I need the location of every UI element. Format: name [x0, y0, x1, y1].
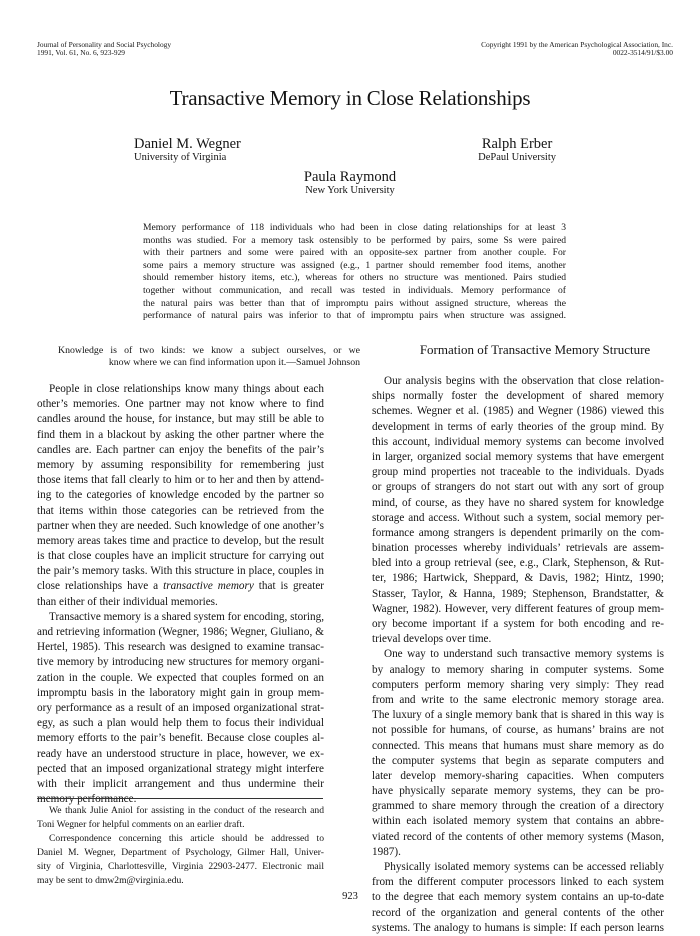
- body-line: computers perform memory sharing very simply: They read: [372, 678, 664, 691]
- body-line: zation in the couple. We expected that couples formed on an: [37, 671, 324, 684]
- body-text: close relationships have a: [37, 580, 164, 593]
- journal-citation: [37, 41, 171, 57]
- body-line: systems. The analogy to humans is simple: If each person learns: [372, 921, 664, 934]
- body-line: ory performance as a result of an imposed organizational strat-: [37, 701, 324, 714]
- body-line: bled into a group retrieval (see, e.g., Clark, Stephenson, & Rut-: [372, 557, 664, 570]
- body-line: formance among strangers is dependent primarily on the com-: [372, 526, 664, 539]
- body-line: the computer systems that begin as separate computers and: [372, 754, 664, 767]
- body-line: not possible for humans, of course, as humans’ brains are not: [372, 724, 664, 737]
- body-line: bination processes whereby individuals’ retrievals are assem-: [372, 542, 664, 555]
- right-column: [372, 374, 664, 936]
- abstract-line: the natural pairs was better than that of impromptu pairs without assigned structure, whereas the: [143, 297, 566, 309]
- left-column: [37, 382, 324, 807]
- body-line: by analogy to memory sharing in computer systems. Some: [372, 663, 664, 676]
- body-line: grammed to share memory through the creation of a directory: [372, 800, 664, 813]
- footnote-line: Daniel M. Wegner, Department of Psychology, Gilmer Hall, Univer-: [37, 847, 324, 858]
- body-line: trieval develops over time.: [372, 633, 492, 646]
- body-line: Our analysis begins with the observation that close relation-: [384, 375, 664, 387]
- body-line: record of the organization and general contents of the other: [372, 906, 664, 919]
- body-line: impromptu basis in the laboratory might gain in group mem-: [37, 686, 324, 699]
- abstract: [143, 222, 566, 323]
- body-line: Transactive memory is a shared system for encoding, storing,: [49, 610, 324, 623]
- body-line: mind, of course, as they have no shared system for knowledge: [372, 496, 664, 509]
- body-line: pected that an imposed organizational strategy might interfere: [37, 762, 324, 775]
- journal-volume: 1991, Vol. 61, No. 6, 923-929: [37, 48, 126, 58]
- body-line: have physically separate memory systems, they can be pro-: [372, 785, 664, 798]
- body-line: viated record of the contents of other memory systems (Mason,: [372, 830, 664, 843]
- body-line: other’s memories. One partner may not know where to find: [37, 398, 324, 411]
- abstract-line: with their partners and some were paired with an opposite-sex partner from another couple. For: [143, 247, 566, 259]
- author-block: [134, 137, 241, 163]
- epigraph-line: know where we can find information upon it.—Samuel Johnson: [108, 357, 360, 369]
- footnotes: [37, 804, 324, 888]
- body-line: People in close relationships know many things about each: [49, 383, 324, 395]
- issn-price: 0022-3514/91/$3.00: [612, 48, 673, 58]
- body-line: ships normally foster the development of shared memory: [372, 390, 664, 403]
- author-name: Daniel M. Wegner: [134, 136, 241, 152]
- body-line: storage and access. Without such a system, social memory per-: [372, 511, 664, 524]
- body-line: memory efforts to the pair’s benefit. Because close couples al-: [37, 732, 324, 745]
- body-line: partner when they are needed. Such knowledge of one another’s: [37, 519, 324, 532]
- body-line: that items within those categories can be retrieved from the: [37, 504, 324, 517]
- body-line: is that close couples have an implicit structure for carrying out: [37, 550, 324, 563]
- epigraph: [58, 345, 360, 369]
- body-line: memory by assuming responsibility for remembering just: [37, 458, 324, 471]
- body-line: this account, individual memory systems can become involved: [372, 435, 664, 448]
- body-line: 1987).: [372, 845, 401, 858]
- author-block: [478, 137, 556, 163]
- body-line: candles around the house, for instance, but may still be able to: [37, 413, 324, 426]
- abstract-line: should remember history items, etc.), whereas for others no structure was mentioned. Pairs studied: [143, 272, 566, 284]
- footnote-line: may be sent to dmw2m@virginia.edu.: [37, 875, 184, 886]
- body-line: Wagner, 1982). However, very different features of group mem-: [372, 602, 664, 615]
- body-line: to the degree that each memory system contains an up-to-date: [372, 891, 664, 904]
- author-block: [0, 170, 700, 196]
- body-line: candles are. Each partner can enjoy the benefits of the pair’s: [37, 443, 324, 456]
- body-line: ing to the categories of knowledge encoded by the partner so: [37, 489, 324, 502]
- body-line: or groups of strangers do not start out with any sort of group: [372, 481, 664, 494]
- body-line: the pair’s memory tasks. With this structure in place, couples in: [37, 565, 324, 578]
- abstract-line: together without communication, and recall was tested in individuals. Memory performance of: [143, 284, 566, 296]
- body-line: [37, 579, 324, 594]
- footnote-line: Correspondence concerning this article should be addressed to: [49, 833, 324, 844]
- body-line: memory areas takes time and practice to develop, but the result: [37, 534, 324, 547]
- body-line: ory become important if a system for both encoding and re-: [372, 618, 664, 630]
- body-line: ready have an understood structure in place, however, we ex-: [37, 747, 324, 760]
- section-heading: Formation of Transactive Memory Structure: [419, 342, 651, 357]
- body-line: in larger, organized social memory systems that have emergent: [372, 450, 664, 463]
- body-line: Hertel, 1985). This research was designed to examine transac-: [37, 641, 324, 654]
- body-line: egy, as such a plan would help them to focus their individual: [37, 717, 324, 730]
- author-affiliation: New York University: [305, 185, 395, 196]
- body-line: connected. This means that humans must share memory as do: [372, 739, 664, 752]
- body-line: ter, 1986; Hartwick, Sheppard, & Davis, 1982; Hintz, 1990;: [372, 572, 664, 585]
- body-line: within each isolated memory system that contains an abbre-: [372, 815, 664, 828]
- epigraph-line: Knowledge is of two kinds: we know a subject ourselves, or we: [58, 345, 360, 356]
- body-line: group mind properties not traceable to the individuals. Dyads: [372, 466, 664, 479]
- body-line: schemes. Wegner et al. (1985) and Wegner (1986) viewed this: [372, 405, 664, 418]
- body-line: and retrieving information (Wegner, 1986; Wegner, Giuliano, &: [37, 626, 324, 638]
- journal-name: Journal of Personality and Social Psychology: [37, 40, 172, 49]
- body-line: The luxury of a single memory bank that is shared in this way is: [372, 709, 664, 722]
- body-line: Physically isolated memory systems can be accessed reliably: [384, 861, 664, 873]
- body-line: later develop memory-sharing capacities. When computers: [372, 769, 664, 782]
- page-number: 923: [342, 891, 358, 902]
- body-line: memory performance.: [37, 793, 137, 806]
- abstract-line: months was studied. For a memory task ostensibly to be performed by pairs, some Ss were paired: [143, 234, 566, 246]
- body-line: Stasser, Taylor, & Hanna, 1989; Stephenson, Brandstatter, &: [372, 587, 664, 600]
- copyright-line: Copyright 1991 by the American Psychological Association, Inc.: [481, 40, 673, 49]
- body-line: those items that fall clearly to him or to her and then by attend-: [37, 474, 324, 487]
- copyright-notice: [481, 41, 673, 57]
- author-name: Ralph Erber: [481, 136, 553, 152]
- article-title: Transactive Memory in Close Relationships: [169, 86, 531, 110]
- body-line: than either of their individual memories.: [37, 595, 218, 608]
- author-affiliation: DePaul University: [478, 152, 556, 163]
- body-line: from the different computer processors linked to each system: [372, 876, 664, 889]
- body-line: tive memory by introducing new structures for memory organi-: [37, 656, 324, 669]
- abstract-line: some pairs a memory structure was assigned (e.g., 1 partner should remember food items, another: [143, 259, 566, 271]
- body-text: that is greater: [253, 580, 325, 593]
- footnote-line: Toni Wegner for helpful comments on an earlier draft.: [37, 819, 245, 830]
- body-line: development in terms of early theories of the group mind. By: [372, 420, 664, 433]
- abstract-line: performance of natural pairs was inferior to that of impromptu pairs when structure was assigned.: [143, 310, 566, 322]
- footnote-line: sity of Virginia, Charlottesville, Virginia 22903-2477. Electronic mail: [37, 861, 324, 872]
- footnote-divider: [37, 798, 323, 799]
- body-line: find them in a blackout by asking the other partner where the: [37, 428, 324, 441]
- author-affiliation: University of Virginia: [134, 152, 227, 163]
- abstract-line: Memory performance of 118 individuals who had been in close dating relationships for at least 3: [143, 222, 566, 233]
- body-line: One way to understand such transactive memory systems is: [384, 648, 664, 661]
- emphasized-term: transactive memory: [163, 580, 254, 593]
- body-line: from and write to the same electronic memory storage area.: [372, 693, 664, 706]
- author-name: Paula Raymond: [303, 169, 397, 185]
- footnote-line: We thank Julie Aniol for assisting in the conduct of the research and: [49, 805, 324, 816]
- body-line: with their implicit arrangement and thus undermine their: [37, 777, 324, 790]
